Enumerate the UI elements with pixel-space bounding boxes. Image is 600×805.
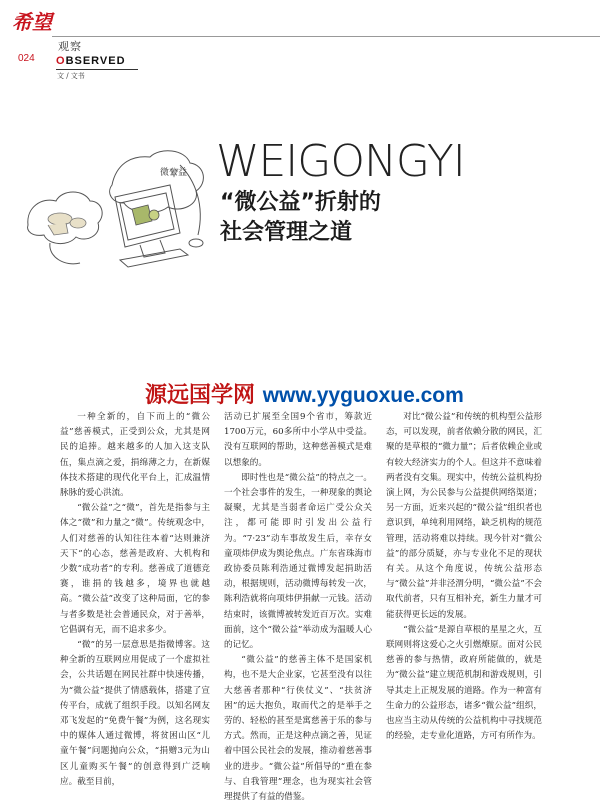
watermark bbox=[145, 378, 464, 409]
paragraph: 对比“微公益”和传统的机构型公益形态，可以发现，前者依赖分散的网民，汇聚的是草根的“微力量”；后者依赖企业或有较大经济实力的个人。但这并不意味着两者没有交集。现实中，传统公益机构扮演上网，为公民参与公益提供网络渠道；另一方面，近来兴起的“微公益”组织者也意识到，单纯利用网络，缺乏机构的规范管理，活动将难以持续。现今针对“微公益”的部分质疑，亦与专业化不足的现状有关。从这个角度说，传统公益形态与“微公益”并非泾渭分明，“微公益”不会取代前者，只有互相补充，新生力量才可能获得更长远的发展。 bbox=[386, 412, 542, 620]
article-column-1 bbox=[60, 410, 210, 790]
magazine-logo: 希望 bbox=[12, 10, 52, 34]
paragraph: 一种全新的，自下而上的“微公益”慈善模式，正受到公众，尤其是网民的追捧。越来越多的人加入这支队伍，集点滴之爱，捐绵薄之力，在新媒体技术搭建的现代化平台上，汇成温情脉脉的爱心洪流。 bbox=[60, 412, 210, 499]
paragraph: “微公益”的慈善主体不是国家机构，也不是大企业家，它甚至没有以往大慈善者那种“行侠仗义”、“扶贫济困”的远大抱负，取而代之的是举手之劳的、轻松的甚至是寓慈善于乐的参与方式。然而，正是这种点滴之善，见证着中国公民社会的发展，推动着慈善事业的进步。“微公益”所倡导的“重在参与、自我管理”理念，也为现实社会管理提供了有益的借鉴。 bbox=[224, 655, 372, 803]
section-title-en-rest: BSERVED bbox=[65, 55, 126, 67]
paragraph: 即时性也是“微公益”的特点之一。一个社会事件的发生，一种现象的舆论凝聚，尤其是当弱者命运广受公众关注，都可能即时引发出公益行为。“7·23”动车事故发生后，幸存女童项炜伊成为舆论焦点。广东省珠海市政协委员陈利浩通过微博发起捐助活动，根据规则，活动微博每转发一次，陈利浩就将向项炜伊捐献一元钱。活动结束时，该微博被转发近百万次。实难面前，这个“微公益”举动成为温暖人心的记忆。 bbox=[224, 472, 372, 651]
section-title-en-initial: O bbox=[56, 55, 66, 67]
paragraph: “微公益”之“微”，首先是指参与主体之“微”和力量之“微”。传统观念中，人们对慈善的认知往往本着“达则兼济天下”的心态，慈善是政府、大机构和少数“成功者”的专利。慈善成了道德竞赛，谁捐的钱越多，境界也就越高。“微公益”改变了这种局面，它的参与者多数是社会普通民众，对于善举，它倡调有无，而不追求多少。 bbox=[60, 503, 210, 635]
title-cn-line2: 社会管理之道 bbox=[220, 220, 353, 245]
watermark-url: www.yyguoxue.com bbox=[262, 384, 464, 407]
paragraph: 活动已扩展至全国9个省市，筹款近1700万元，60多所中小学从中受益。没有互联网的帮助，这种慈善模式是难以想象的。 bbox=[224, 412, 372, 468]
section-title-cn: 观察 bbox=[58, 40, 82, 53]
illustration-label: 微公益 bbox=[160, 168, 188, 178]
title-cn-line1: “微公益”折射的 bbox=[220, 190, 381, 215]
article-column-2 bbox=[224, 410, 372, 805]
article-column-3 bbox=[386, 410, 542, 744]
section-rule bbox=[56, 69, 138, 70]
paragraph: “微”的另一层意思是指微博客。这种全新的互联网应用促成了一个虚拟社会，公共话题在网民社群中快速传播，为“微公益”提供了情感载体，搭建了宣传平台，成就了组织手段。以知名网友邓飞发起的“免费午餐”为例，这名现实中的媒体人通过微博，将贫困山区“儿童午餐”问题抛向公众，“捐赠3元为山区儿童购买午餐”的创意得到广泛响应。截至目前， bbox=[60, 640, 210, 787]
section-title-en bbox=[56, 55, 126, 67]
watermark-cn: 源远国学网 bbox=[145, 383, 256, 408]
author-byline: 文 / 文书 bbox=[57, 72, 85, 80]
page-number: 024 bbox=[18, 53, 35, 64]
title-english: WEIGONGYI bbox=[216, 136, 465, 187]
charity-computer-illustration bbox=[20, 125, 210, 275]
header-rule bbox=[52, 36, 600, 37]
paragraph: “微公益”是源自草根的星星之火，互联网则将这爱心之火引燃燎原。面对公民慈善的参与热情，政府所能做的，就是为“微公益”建立规范机制和游戏规则，引导其走上正规发展的道路。作为一种富有生命力的公益形态，诸多“微公益”组织，也应当主动从传统的公益机构中寻找规范的经验，走专业化道路，方可有所作为。 bbox=[386, 624, 542, 742]
